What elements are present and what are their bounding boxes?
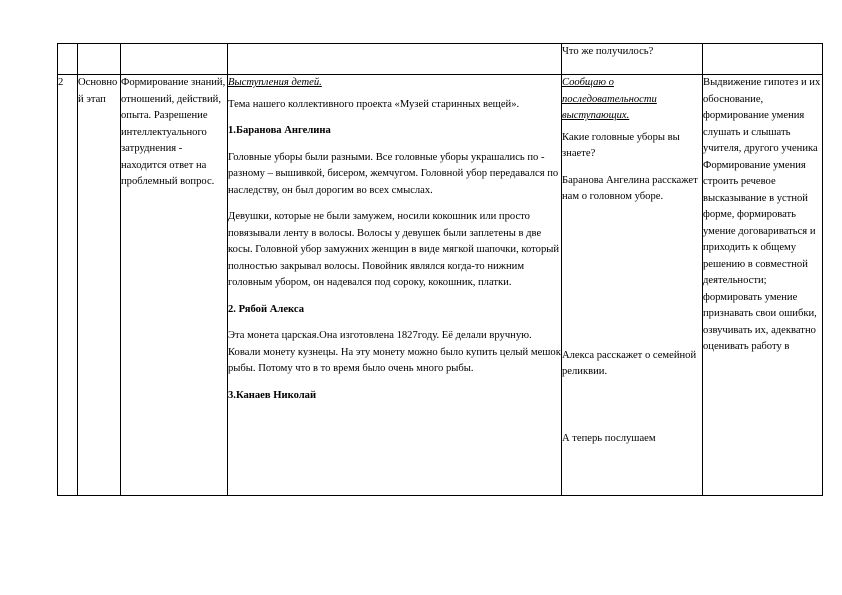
table-row bbox=[58, 75, 823, 496]
speaker-1-paragraph-2: Девушки, которые не были замужем, носили кокошник или просто повязывали ленту в волосы. Волосы у девушек были заплетены в две косы. Головной убор замужних женщин в виде мягкой шапочки, который полностью закрывал волосы. Повойник являлся когда-то нижним головным убором, он надевался под сороку, кокошник, платки. bbox=[228, 211, 560, 288]
teacher-question-1: Какие головные уборы вы знаете? bbox=[562, 131, 680, 159]
stage-number: 2 bbox=[58, 77, 64, 88]
table-cell bbox=[562, 44, 703, 75]
teacher-heading: Сообщаю о последовательности выступающих. bbox=[562, 77, 657, 121]
teacher-line-4: А теперь послушаем bbox=[562, 432, 656, 444]
teacher-line-3: Алекса расскажет о семейной реликвии. bbox=[562, 349, 697, 377]
teacher-line-2: Баранова Ангелина расскажет нам о головном уборе. bbox=[562, 174, 698, 202]
content-cell bbox=[228, 75, 562, 496]
table-cell bbox=[228, 44, 562, 75]
table-cell bbox=[121, 44, 228, 75]
table-cell bbox=[58, 44, 78, 75]
goal-cell bbox=[121, 75, 228, 496]
stage-goal: Формирование знаний, отношений, действий, опыта. Разрешение интеллектуального затруднения - находится ответ на проблемный вопрос. bbox=[121, 77, 226, 187]
table-row bbox=[58, 44, 823, 75]
result-question: Что же получилось? bbox=[562, 46, 654, 57]
stage-name: Основной этап bbox=[78, 77, 118, 105]
table-cell bbox=[703, 44, 823, 75]
lesson-plan-table bbox=[57, 43, 823, 496]
learning-outcomes: Выдвижение гипотез и их обоснование, формирование умения слушать и слышать учителя, другого ученика Формирование умения строить речевое высказывание в устной форме, формировать умение договариваться и приходить к общему решению в совместной деятельности; формировать умение признавать свои ошибки, озвучивать их, адекватно оценивать работу в bbox=[703, 77, 821, 352]
table-cell bbox=[78, 44, 121, 75]
speaker-1-paragraph-1: Головные уборы были разными. Все головные уборы украшались по - разному – вышивкой, бисером, жемчугом. Головной убор передавался по наследству, он был дорогим во всех смыслах. bbox=[228, 151, 559, 196]
content-heading: Выступления детей. bbox=[228, 77, 322, 88]
speaker-3-title: 3.Канаев Николай bbox=[228, 389, 317, 401]
speaker-2-title: 2. Рябой Алекса bbox=[228, 303, 304, 315]
stage-name-cell bbox=[78, 75, 121, 496]
project-intro: Тема нашего коллективного проекта «Музей старинных вещей». bbox=[228, 98, 520, 110]
stage-number-cell bbox=[58, 75, 78, 496]
speaker-2-paragraph-1: Эта монета царская.Она изготовлена 1827году. Её делали вручную. Ковали монету кузнецы. На эту монету можно было купить целый мешок рыбы. Потому что в то время было очень много рыбы. bbox=[228, 330, 561, 374]
teacher-activity-cell bbox=[562, 75, 703, 496]
outcomes-cell bbox=[703, 75, 823, 496]
speaker-1-title: 1.Баранова Ангелина bbox=[228, 125, 331, 136]
